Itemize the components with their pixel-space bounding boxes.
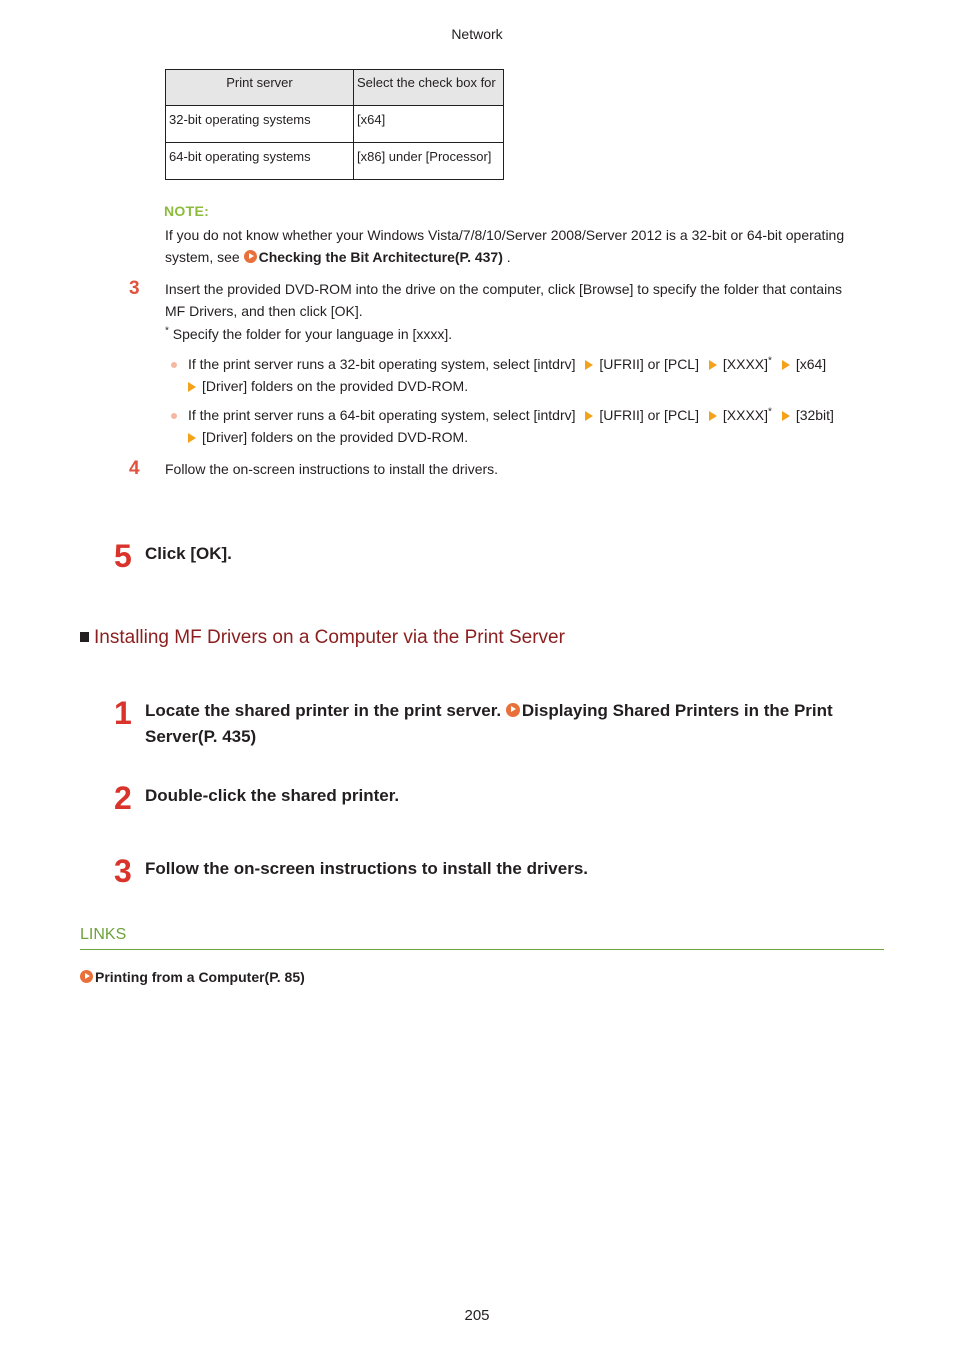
path-arrow-icon [709,411,717,421]
bullet-lead: If the print server runs a 32-bit operating system, select [intdrv] [188,356,576,372]
footnote-ref: * [768,355,772,367]
path-arrow-icon [709,360,717,370]
step-text-main: Locate the shared printer in the print server. [145,701,506,720]
table-header-cell: Print server [166,70,354,106]
step-text: Follow the on-screen instructions to install the drivers. [145,859,589,878]
bit-architecture-link[interactable] [244,249,503,265]
path-arrow-icon [782,411,790,421]
bullet-line [188,405,908,427]
bullet-line [188,354,888,376]
print-server-table [165,69,504,180]
path-part: [UFRII] or [PCL] [599,356,699,372]
substep-text: Insert the provided DVD-ROM into the drive on the computer, click [Browse] to specify the folder that contains MF Drivers, and then click [OK]. [165,281,842,319]
footnote-ref: * [768,406,772,418]
link-text: Printing from a Computer(P. 85) [95,969,305,985]
path-part: [UFRII] or [PCL] [599,407,699,423]
path-arrow-icon [585,411,593,421]
note-suffix: . [502,248,511,265]
table-header-cell: Select the check box for [354,70,504,106]
links-divider [80,949,884,950]
step-number: 1 [114,695,132,731]
path-part: [Driver] folders on the provided DVD-ROM. [202,428,469,445]
path-part: [x64] [795,356,827,372]
path-part: [XXXX] [722,407,769,423]
link-text: Checking the Bit Architecture(P. 437) [258,248,503,265]
path-part: [32bit] [795,407,834,423]
section-heading [80,627,565,649]
step-text: Double-click the shared printer. [145,786,400,805]
step-number: 2 [114,780,132,816]
bullet-icon [171,413,177,419]
step-text [145,698,865,750]
page-header: Network [451,26,503,42]
table-row [166,106,504,143]
bullet-icon [171,362,177,368]
step-number: 5 [114,538,132,574]
square-bullet-icon [80,632,89,642]
link-arrow-icon [506,703,520,717]
bullet-line [188,376,888,398]
table-row [166,143,504,180]
bullet-item [188,405,908,448]
bullet-line [188,427,908,449]
table-cell: [x86] under [Processor] [354,143,504,180]
page-number: 205 [464,1307,490,1324]
path-arrow-icon [188,382,196,392]
note-text: If you do not know whether your Windows Vista/7/8/10/Server 2008/Server 2012 is a 32-bit or 64-bit operating system, see [165,227,845,265]
table-cell: 32-bit operating systems [166,106,354,143]
footnote-mark: * [165,325,169,337]
table-cell: [x64] [354,106,504,143]
table-header-row [166,70,504,106]
step-number: 3 [114,853,132,889]
link-text: Displaying Shared Printers in the Print Server(P. 435) [145,701,833,746]
section-title: Installing MF Drivers on a Computer via the Print Server [94,627,565,648]
links-heading: LINKS [80,926,127,943]
step-text: Click [OK]. [145,544,232,563]
path-arrow-icon [782,360,790,370]
substep-number: 3 [129,278,140,299]
link-arrow-icon [80,970,93,983]
note-label: NOTE: [164,203,210,219]
bullet-lead: If the print server runs a 64-bit operating system, select [intdrv] [188,407,576,423]
path-arrow-icon [188,433,196,443]
substep-number: 4 [129,458,140,479]
table-cell: 64-bit operating systems [166,143,354,180]
path-arrow-icon [585,360,593,370]
footnote [165,324,452,346]
note-body [165,225,865,268]
substep-text: Follow the on-screen instructions to install the drivers. [165,461,499,477]
path-part: [XXXX] [722,356,769,372]
footnote-text: Specify the folder for your language in [xxxx]. [168,326,453,342]
link-arrow-icon [244,250,257,263]
bullet-item [188,354,888,397]
printing-from-computer-link[interactable] [80,969,305,985]
path-part: [Driver] folders on the provided DVD-ROM. [202,377,469,394]
